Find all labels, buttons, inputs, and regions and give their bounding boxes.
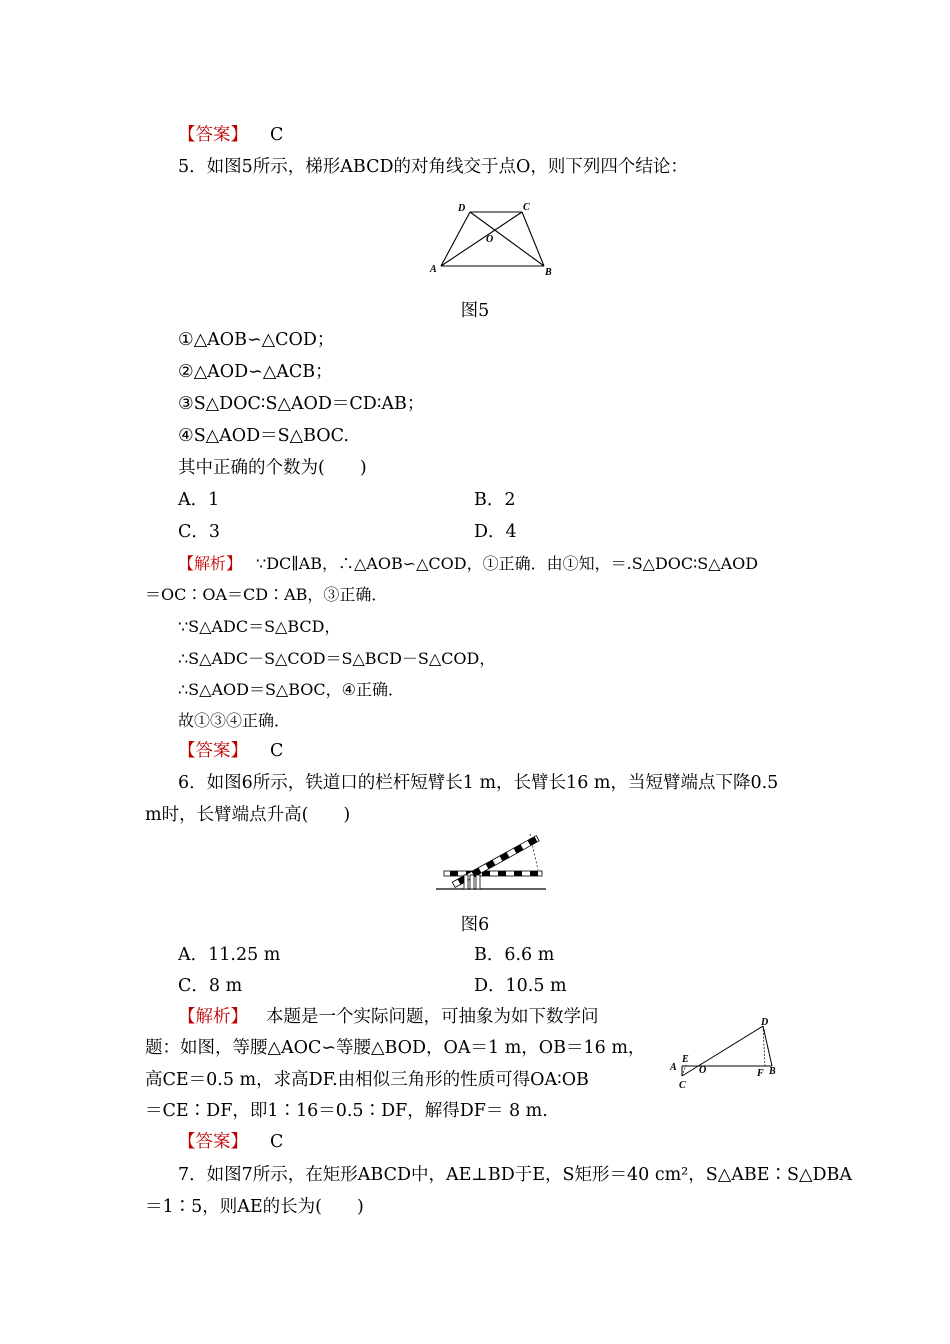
q5-option-d: D．4: [474, 522, 517, 542]
q5-analysis-line-5: ∴S△AOD＝S△BOC，④正确．: [178, 680, 404, 699]
q5-option-a: A．1: [178, 490, 220, 510]
q6-answer-line: 【答案】 C: [178, 1132, 284, 1152]
analysis-label: 【解析】: [178, 554, 243, 573]
label-a: A: [430, 264, 437, 275]
q6-analysis-line-3: 高CE＝0.5 m，求高DF.由相似三角形的性质可得OA∶OB: [145, 1070, 589, 1090]
q5-analysis-line-1: 【解析】 ∵DC∥AB，∴△AOB∽△COD，①正确．由①知，＝.S△DOC∶S△AOD: [178, 554, 759, 573]
q6-analysis-line-4: ＝CE∶DF，即1∶16＝0.5∶DF，解得DF＝ 8 m.: [145, 1101, 548, 1121]
label-c: C: [523, 202, 530, 213]
label-d: D: [761, 1017, 769, 1028]
q5-analysis-line-4: ∴S△ADC－S△COD＝S△BCD－S△COD，: [178, 649, 496, 668]
q7-stem-line-1: 7．如图7所示，在矩形ABCD中，AE⊥BD于E，S矩形＝40 cm²，S△ABE∶S△DBA: [178, 1165, 852, 1185]
q6-option-c: C．8 m: [178, 976, 243, 996]
q7-stem-line-2: ＝1∶5，则AE的长为( ): [145, 1197, 364, 1217]
q5-trapezoid-figure: [426, 198, 558, 280]
label-o: O: [699, 1065, 707, 1076]
label-f: F: [757, 1068, 764, 1079]
q4-answer-line: [178, 124, 283, 146]
q5-answer-line: 【答案】 C: [178, 741, 284, 761]
q5-stem: 5．如图5所示，梯形ABCD的对角线交于点O，则下列四个结论：: [178, 157, 688, 177]
q5-statement-1: ①△AOB∽△COD；: [178, 330, 335, 350]
label-c: C: [679, 1080, 686, 1091]
q5-option-b: B．2: [474, 490, 516, 510]
q6-triangle-figure: [668, 1016, 788, 1092]
label-d: D: [458, 203, 466, 214]
q5-option-c: C．3: [178, 522, 221, 542]
q5-prompt: 其中正确的个数为( ): [178, 458, 367, 478]
q6-caption: 图6: [460, 915, 490, 935]
segment-db: [763, 1026, 772, 1066]
label-b: B: [769, 1066, 776, 1077]
q5-statement-3: ③S△DOC∶S△AOD＝CD∶AB；: [178, 394, 425, 414]
q6-railway-barrier-figure: [436, 828, 546, 894]
q5-analysis-line-3: ∵S△ADC＝S△BCD，: [178, 617, 341, 636]
answer-label: 【答案】: [178, 125, 248, 145]
q6-stem-line-2: m时，长臂端点升高( ): [145, 805, 351, 825]
q6-option-a: A．11.25 m: [178, 945, 281, 965]
label-e: E: [682, 1054, 689, 1065]
q6-analysis-line-2: 题：如图，等腰△AOC∽等腰△BOD，OA＝1 m，OB＝16 m，: [145, 1038, 646, 1058]
q6-option-d: D．10.5 m: [474, 976, 567, 996]
q6-stem-line-1: 6．如图6所示，铁道口的栏杆短臂长1 m，长臂长16 m，当短臂端点下降0.5: [178, 773, 779, 793]
label-b: B: [545, 267, 552, 278]
label-a: A: [670, 1062, 677, 1073]
answer-value: C: [270, 125, 284, 145]
q5-analysis-line-2: ＝OC∶OA＝CD∶AB，③正确．: [145, 585, 388, 604]
q5-caption: 图5: [460, 301, 490, 321]
horizontal-bar: [444, 871, 542, 876]
q5-statement-4: ④S△AOD＝S△BOC.: [178, 426, 349, 446]
q6-option-b: B．6.6 m: [474, 945, 555, 965]
post: [464, 875, 468, 889]
edge-ad: [441, 212, 470, 266]
q5-analysis-line-6: 故①③④正确．: [178, 711, 291, 730]
label-o: O: [486, 234, 494, 245]
q5-statement-2: ②△AOD∽△ACB；: [178, 362, 333, 382]
segment-cd: [682, 1026, 763, 1076]
q6-analysis-line-1: 【解析】 本题是一个实际问题，可抽象为如下数学问: [178, 1007, 599, 1027]
